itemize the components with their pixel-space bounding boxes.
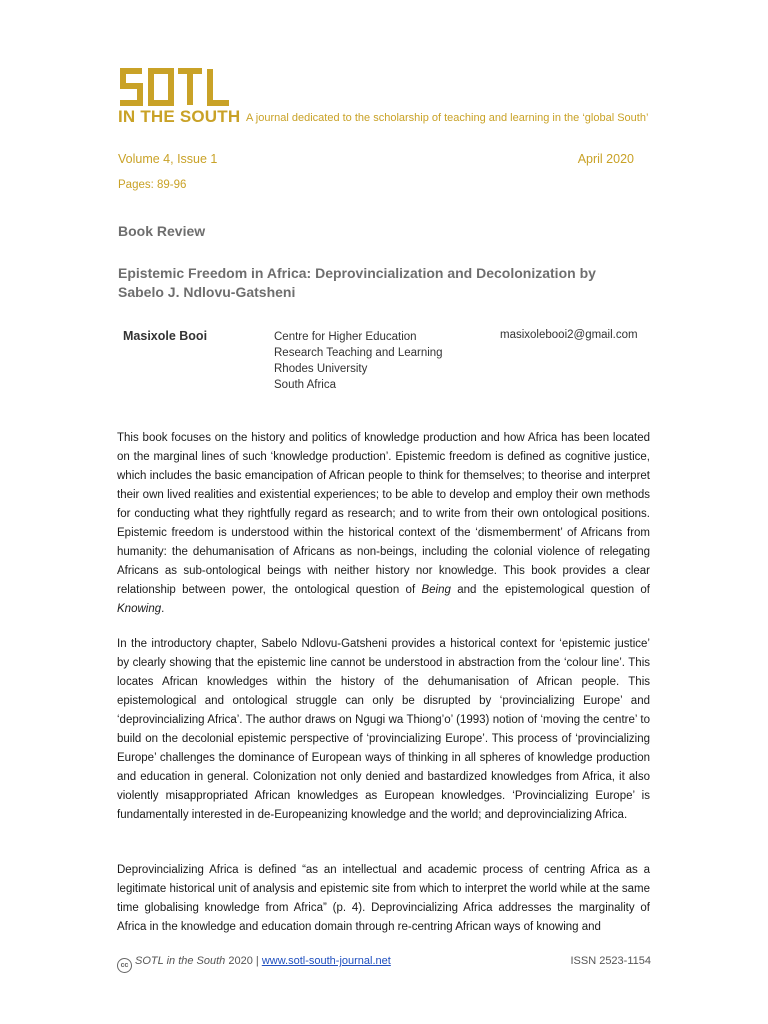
logo-subtitle: IN THE SOUTH <box>118 107 241 126</box>
paragraph-3: Deprovincializing Africa is defined “as an intellectual and academic process of centring Africa as a legitimate historical unit of analysis and epistemic site from which to interpret the world while at the same time globalising knowledge from Africa” (p. 4). Deprovincializing Africa addresses the marginality of Africa in the knowledge and education domain through re-centring African ways of knowing and <box>117 864 650 933</box>
volume-issue: Volume 4, Issue 1 <box>118 152 218 166</box>
paragraph-2: In the introductory chapter, Sabelo Ndlovu-Gatsheni provides a historical context for ‘epistemic justice’ by clearly showing that the epistemic line cannot be understood in abstraction from the ‘colour line’. This locates African knowledges within the history of the dehumanisation of African people. This epistemological and ontological struggle can only be disrupted by ‘provincializing Europe’ and ‘deprovincializing Africa’. The author draws on Ngugi wa Thiong’o’ (1993) notion of ‘moving the centre’ to build on the decolonial epistemic perspective of ‘provincializing Europe’. This process of ‘provincializing Europe’ challenges the dominance of European ways of thinking in all spheres of knowledge production and education in general. Colonization not only denied and bastardized knowledges from Africa, it also violently misappropriated African knowledges as European knowledges. ‘Provincializing Europe’ is fundamentally interested in de-Europeanizing knowledge and the world; and deprovincializing Africa. <box>117 638 650 821</box>
article-title: Epistemic Freedom in Africa: Deprovincialization and Decolonization by Sabelo J. Ndlovu-Gatsheni <box>118 265 596 300</box>
issue-date: April 2020 <box>577 152 634 166</box>
affiliation-line: Rhodes University <box>274 363 368 375</box>
footer-year: 2020 | <box>225 955 262 967</box>
paragraph-text: and the epistemological question of <box>450 584 650 596</box>
section-heading: Book Review <box>118 223 206 239</box>
journal-website-link[interactable]: www.sotl-south-journal.net <box>261 955 391 967</box>
logo-wordmark <box>118 67 230 107</box>
author-affiliation <box>274 329 443 393</box>
emphasis-knowing: Knowing <box>117 603 162 615</box>
issn-number: ISSN 2523-1154 <box>570 955 651 967</box>
affiliation-line: Research Teaching and Learning <box>274 347 443 359</box>
author-email[interactable]: masixolebooi2@gmail.com <box>500 329 638 341</box>
paragraph-1 <box>117 429 650 619</box>
creative-commons-icon: cc <box>117 958 132 973</box>
affiliation-line: South Africa <box>274 379 337 391</box>
affiliation-line: Centre for Higher Education <box>274 331 417 343</box>
emphasis-being: Being <box>421 584 451 596</box>
page-range: Pages: 89-96 <box>118 179 187 191</box>
journal-tagline: A journal dedicated to the scholarship of teaching and learning in the ‘global South’ <box>246 112 649 124</box>
paragraph-text: This book focuses on the history and politics of knowledge production and how Africa has been located on the marginal lines of such ‘knowledge production’. Epistemic freedom is defined as cognitive justice, which includes the basic emancipation of African people to think for themselves; to theorise and interpret their own lived realities and existential experiences; to be able to develop and employ their own methods for conducting what they rightfully regard as research; and to write from their own ontological positions. Epistemic freedom is understood within the historical context of the ‘dismemberment’ of Africans from humanity: the dehumanisation of Africans as non-beings, including the colonial violence of relegating Africans as sub-ontological beings with neither history nor knowledge. This book provides a clear relationship between power, the ontological question of <box>117 432 650 596</box>
author-name: Masixole Booi <box>123 329 208 343</box>
paragraph-text: . <box>161 603 165 615</box>
footer-journal-name: SOTL in the South <box>135 955 226 967</box>
page-footer <box>117 955 651 973</box>
